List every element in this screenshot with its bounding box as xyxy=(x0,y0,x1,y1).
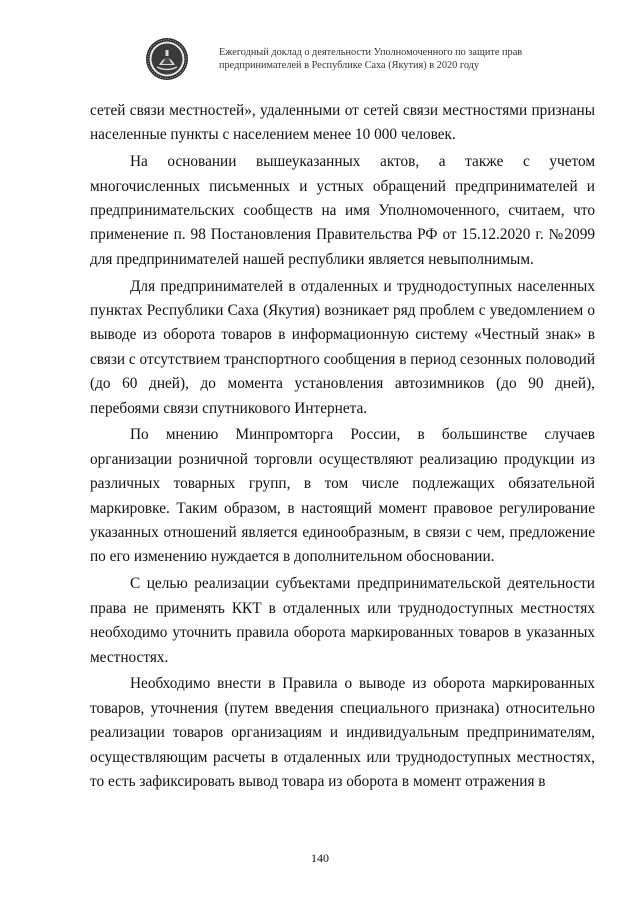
page-header xyxy=(145,37,585,83)
ombudsman-emblem-icon xyxy=(145,37,189,81)
header-title xyxy=(219,46,559,72)
document-body xyxy=(90,99,595,797)
paragraph: сетей связи местностей», удаленными от сетей связи местностями признаны населенные пункты с населением менее 10 000 человек. xyxy=(90,102,595,144)
paragraph: Необходимо внести в Правила о выводе из оборота маркированных товаров, уточнения (путем введения специального признака) относительно реализации товаров организациям и индивидуальным предпринимателям, осуществляющим расчеты в отдаленных или труднодоступных местностях, то есть зафиксировать вывод товара из оборота в момент отражения в xyxy=(90,675,595,790)
paragraph: С целью реализации субъектами предпринимательской деятельности права не применять ККТ в отдаленных или труднодоступных местностях необходимо уточнить правила оборота маркированных товаров в указанных местностях. xyxy=(90,575,595,666)
page-number: 140 xyxy=(311,851,329,865)
paragraph: По мнению Минпромторга России, в большинстве случаев организации розничной торговли осуществляют реализацию продукции из различных товарных групп, в том числе подлежащих обязательной маркировке. Таким образом, в настоящий момент правовое регулирование указанных отношений является единообразным, в связи с чем, предложение по его изменению нуждается в дополнительном обосновании. xyxy=(90,426,595,566)
header-line-2: предпринимателей в Республике Саха (Якутия) в 2020 году xyxy=(219,60,480,71)
paragraph: На основании вышеуказанных актов, а также с учетом многочисленных письменных и устных обращений предпринимателей и предпринимательских сообществ на имя Уполномоченного, считаем, что применение п. 98 Постановления Правительства РФ от 15.12.2020 г. №2099 для предпринимателей нашей республики является невыполнимым. xyxy=(90,153,595,268)
header-line-1: Ежегодный доклад о деятельности Уполномоченного по защите прав xyxy=(219,47,523,58)
paragraph: Для предпринимателей в отдаленных и труднодоступных населенных пунктах Республики Саха (Якутия) возникает ряд проблем с уведомлением о выводе из оборота товаров в информационную систему «Честный знак» в связи с отсутствием транспортного сообщения в период сезонных половодий (до 60 дней), до момента установления автозимников (до 90 дней), перебоями связи спутникового Интернета. xyxy=(90,277,595,417)
